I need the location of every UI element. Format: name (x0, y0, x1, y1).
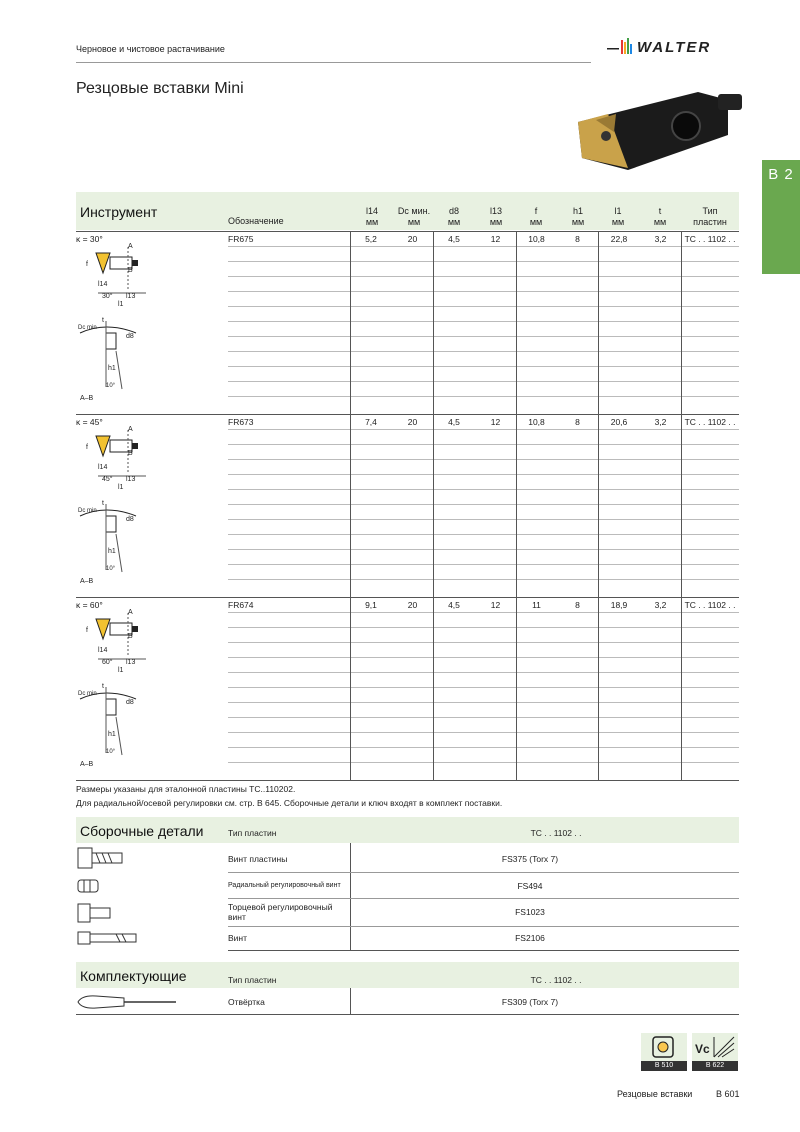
kappa-label: κ = 45° (76, 417, 103, 427)
row-rule (228, 564, 739, 565)
column-rule (598, 231, 599, 414)
accessories-type-value: TC . . 1102 . . (530, 975, 582, 985)
label-f: f (86, 627, 88, 634)
col-label: d8 (448, 206, 459, 216)
row-rule (228, 534, 739, 535)
col-d8 (434, 206, 474, 228)
group-rule (76, 231, 739, 232)
row-rule (228, 351, 739, 352)
row-rule (228, 612, 739, 613)
assembly-header (76, 817, 739, 843)
col-unit: мм (529, 217, 543, 227)
group-rule (76, 597, 739, 598)
col-unit: пластин (693, 217, 727, 227)
column-rule (433, 231, 434, 414)
col-unit: мм (571, 217, 585, 227)
row-rule (228, 549, 739, 550)
label-angle: 45° (102, 476, 113, 483)
column-rule (433, 597, 434, 780)
label-l1: l1 (118, 667, 124, 674)
row-rule (228, 366, 739, 367)
table-cell: 12 (490, 417, 501, 427)
label-t: t (102, 500, 104, 507)
insert-screw-icon (76, 846, 128, 870)
assembly-row-value: FS494 (517, 881, 543, 891)
label-ab: A–B (80, 578, 94, 585)
row-rule (228, 246, 739, 247)
column-rule (516, 597, 517, 780)
column-rule (516, 231, 517, 414)
col-unit: мм (447, 217, 461, 227)
label-t: t (102, 317, 104, 324)
assembly-row-name: Торцевой регулировочный винт (228, 902, 333, 922)
row-rule (228, 459, 739, 460)
row-rule (228, 504, 739, 505)
col-designation (228, 216, 308, 227)
col-l1 (598, 206, 638, 228)
cutting-data-icon (692, 1033, 738, 1061)
row-rule (228, 579, 739, 580)
col-unit: мм (365, 217, 379, 227)
col-label: l1 (614, 206, 622, 216)
tool-diagram-icon (76, 426, 156, 586)
assembly-row-value: FS375 (Torx 7) (501, 854, 559, 864)
label-d8: d8 (126, 699, 134, 706)
table-cell: 11 (532, 600, 541, 610)
table-cell: FR674 (228, 600, 254, 610)
table-cell: 3,2 (654, 234, 667, 244)
label-l13: l13 (126, 659, 136, 666)
label-h1: h1 (108, 365, 116, 372)
table-cell: 3,2 (654, 417, 667, 427)
assembly-row-name: Винт пластины (228, 854, 288, 864)
label-dc: Dc min (78, 508, 97, 514)
label-f: f (86, 261, 88, 268)
label-angle: 60° (102, 659, 113, 666)
table-cell: 10,8 (528, 417, 545, 427)
label-10deg: 10° (106, 749, 116, 755)
col-label: Обозначение (228, 216, 284, 226)
column-rule (681, 231, 682, 414)
table-cell: 12 (490, 600, 501, 610)
label-a: A (128, 609, 133, 616)
screw-icon (76, 928, 142, 948)
col-unit: мм (611, 217, 625, 227)
row-rule (228, 627, 739, 628)
label-h1: h1 (108, 731, 116, 738)
col-label: l14 (365, 206, 378, 216)
col-l13 (476, 206, 516, 228)
label-b: B (128, 633, 133, 640)
col-h1 (558, 206, 598, 228)
table-cell: 4,5 (448, 600, 460, 610)
col-dc (394, 206, 434, 228)
row-rule (228, 732, 739, 733)
assembly-type-value: TC . . 1102 . . (530, 828, 582, 838)
table-cell: 8 (575, 417, 580, 427)
column-rule (598, 597, 599, 780)
table-cell: 9,1 (365, 600, 377, 610)
table-cell: TC . . 1102 . . (684, 600, 736, 610)
col-label: t (658, 206, 662, 216)
group-rule (76, 414, 739, 415)
column-rule (681, 414, 682, 597)
table-cell: 4,5 (448, 417, 460, 427)
row-rule (228, 396, 739, 397)
label-10deg: 10° (106, 566, 116, 572)
row-rule (228, 672, 739, 673)
badge-label: B 510 (641, 1061, 687, 1071)
table-cell: 5,2 (365, 234, 377, 244)
row-rule (228, 898, 739, 899)
product-image (568, 80, 748, 180)
row-rule (228, 276, 739, 277)
row-rule (228, 444, 739, 445)
table-cell: FR675 (228, 234, 254, 244)
label-dc: Dc min (78, 325, 97, 331)
assembly-divider (350, 843, 351, 951)
assembly-type-label: Тип пластин (228, 828, 277, 838)
svg-text:Vc: Vc (695, 1042, 710, 1056)
label-h1: h1 (108, 548, 116, 555)
table-cell: 20 (407, 234, 418, 244)
boring-insert-photo-icon (568, 80, 748, 180)
row-rule (228, 381, 739, 382)
accessory-row-name: Отвёртка (228, 997, 265, 1007)
col-label: Dc мин. (397, 206, 431, 216)
badge-label: B 622 (692, 1061, 738, 1071)
col-type (682, 206, 738, 228)
label-d8: d8 (126, 333, 134, 340)
row-rule (228, 950, 739, 951)
table-cell: FR673 (228, 417, 254, 427)
column-rule (598, 414, 599, 597)
label-l14: l14 (98, 647, 108, 654)
kappa-label: κ = 30° (76, 234, 103, 244)
col-t (640, 206, 680, 228)
col-label: Тип (702, 206, 718, 216)
table-cell: 22,8 (610, 234, 628, 244)
row-rule (76, 1014, 739, 1015)
col-label: l13 (489, 206, 502, 216)
row-rule (228, 321, 739, 322)
assembly-row-value: FS1023 (515, 907, 545, 917)
table-cell: 20,6 (610, 417, 628, 427)
table-cell: 4,5 (448, 234, 460, 244)
label-f: f (86, 444, 88, 451)
page-title: Резцовые вставки Mini (76, 80, 244, 97)
screwdriver-icon (76, 992, 186, 1012)
square-insert-icon (641, 1033, 687, 1061)
row-rule (228, 519, 739, 520)
column-rule (516, 414, 517, 597)
row-rule (228, 642, 739, 643)
col-unit: мм (489, 217, 503, 227)
column-rule (350, 231, 351, 414)
col-f (516, 206, 556, 228)
cutting-data-badge[interactable] (692, 1033, 738, 1071)
table-cell: 12 (490, 234, 501, 244)
kappa-label: κ = 60° (76, 600, 103, 610)
table-cell: 20 (407, 417, 418, 427)
assembly-row-value: FS2106 (515, 933, 545, 943)
walter-logo-text: WALTER (637, 39, 712, 56)
label-l14: l14 (98, 281, 108, 288)
table-cell: 8 (575, 600, 580, 610)
label-a: A (128, 243, 133, 250)
label-10deg: 10° (106, 383, 116, 389)
col-unit: мм (653, 217, 667, 227)
accessories-header (76, 962, 739, 988)
table-cell: TC . . 1102 . . (684, 234, 736, 244)
row-rule (228, 291, 739, 292)
tool-table-header (76, 192, 739, 230)
accessories-divider (350, 988, 351, 1014)
header-section: Черновое и чистовое растачивание (76, 44, 225, 54)
label-a: A (128, 426, 133, 433)
axial-screw-icon (76, 902, 116, 924)
col-l14 (352, 206, 392, 228)
assembly-title: Сборочные детали (80, 823, 204, 839)
column-rule (433, 414, 434, 597)
insert-badge[interactable] (641, 1033, 687, 1071)
row-rule (228, 747, 739, 748)
table-cell: 7,4 (365, 417, 377, 427)
accessories-title: Комплектующие (80, 968, 187, 984)
label-b: B (128, 450, 133, 457)
row-rule (228, 429, 739, 430)
walter-logo (607, 36, 742, 58)
row-rule (228, 261, 739, 262)
row-rule (228, 336, 739, 337)
row-rule (228, 687, 739, 688)
row-rule (228, 657, 739, 658)
label-ab: A–B (80, 395, 94, 402)
label-angle: 30° (102, 293, 113, 300)
note-2: Для радиальной/осевой регулировки см. стр. B 645. Сборочные детали и ключ входят в комплект поставки. (76, 798, 503, 808)
column-rule (350, 414, 351, 597)
tool-diagram-icon (76, 243, 156, 403)
table-cell: 3,2 (654, 600, 667, 610)
label-l1: l1 (118, 484, 124, 491)
row-rule (228, 872, 739, 873)
col-label: h1 (572, 206, 583, 216)
page-number: B 601 (716, 1089, 740, 1099)
assembly-row-name: Радиальный регулировочный винт (228, 882, 341, 889)
assembly-row-name: Винт (228, 933, 248, 943)
label-b: B (128, 267, 133, 274)
label-l1: l1 (118, 301, 124, 308)
label-l14: l14 (98, 464, 108, 471)
tool-section-title: Инструмент (80, 204, 158, 220)
column-rule (681, 597, 682, 780)
table-bottom-rule (76, 780, 739, 781)
row-rule (228, 702, 739, 703)
label-dc: Dc min (78, 691, 97, 697)
accessories-type-label: Тип пластин (228, 975, 277, 985)
label-d8: d8 (126, 516, 134, 523)
table-cell: 18,9 (610, 600, 628, 610)
col-label: f (534, 206, 538, 216)
row-rule (228, 926, 739, 927)
label-ab: A–B (80, 761, 94, 768)
label-l13: l13 (126, 476, 136, 483)
table-cell: 8 (575, 234, 580, 244)
row-rule (228, 762, 739, 763)
note-1: Размеры указаны для эталонной пластины TC..110202. (76, 784, 296, 794)
row-rule (228, 717, 739, 718)
table-cell: TC . . 1102 . . (684, 417, 736, 427)
tool-diagram-icon (76, 609, 156, 769)
row-rule (228, 489, 739, 490)
radial-screw-icon (76, 876, 106, 896)
section-tab: B 2 (762, 160, 800, 274)
table-cell: 10,8 (528, 234, 545, 244)
column-rule (350, 597, 351, 780)
table-cell: 20 (407, 600, 418, 610)
row-rule (228, 474, 739, 475)
row-rule (228, 306, 739, 307)
col-unit: мм (407, 217, 421, 227)
label-t: t (102, 683, 104, 690)
header-rule (76, 62, 591, 63)
label-l13: l13 (126, 293, 136, 300)
footer-text: Резцовые вставки (617, 1089, 693, 1099)
accessory-row-value: FS309 (Torx 7) (501, 997, 559, 1007)
